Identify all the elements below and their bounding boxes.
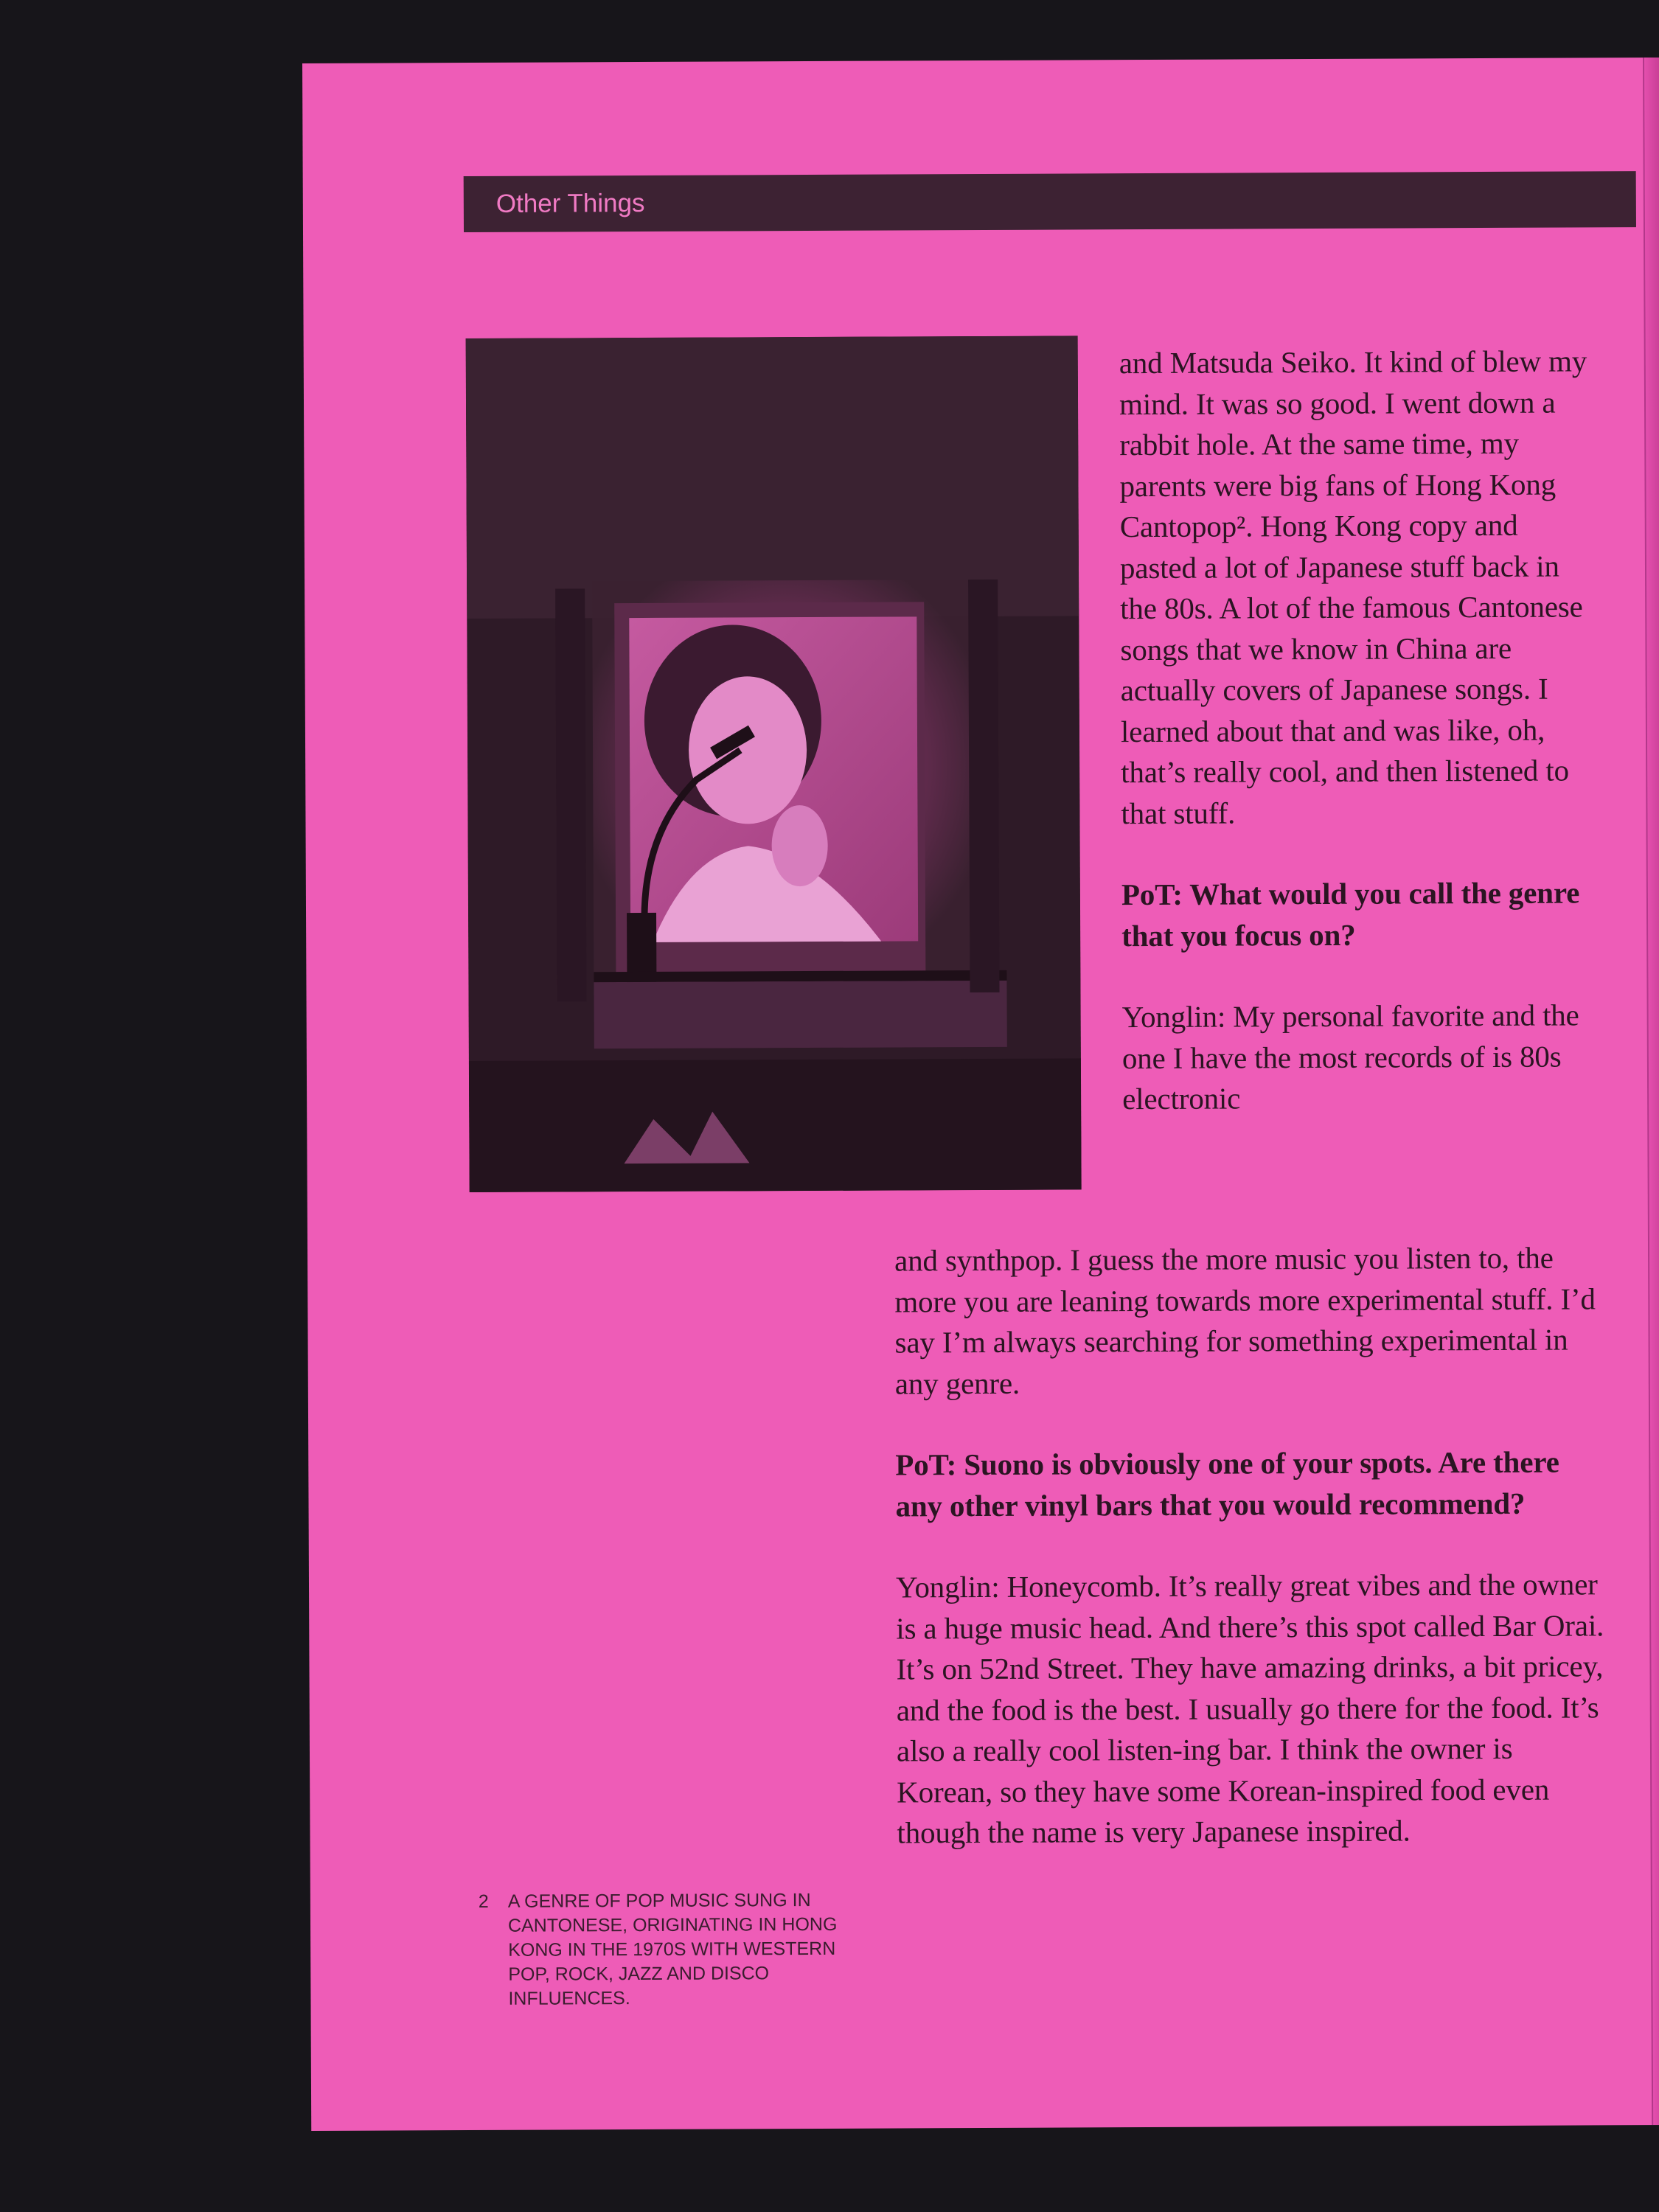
interview-answer-continued: and synthpop. I guess the more music you listen to, the more you are leaning towards more experimental stuff. I’d say I’m always searching for something experimental in any genre. — [894, 1240, 1596, 1401]
section-title: Other Things — [495, 188, 645, 218]
portrait-photo-icon — [466, 335, 1082, 1192]
wide-column-text — [894, 1237, 1605, 1854]
interview-question: PoT: What would you call the genre that you focus on? — [1121, 875, 1580, 953]
paragraph: and Matsuda Seiko. It kind of blew my mind. It was so good. I went down a rabbit hole. At the same time, my parents were big fans of Hong Kong Cantopop². Hong Kong copy and pasted a lot of Japanese stuff back in the 80s. A lot of the famous Cantonese songs that we know in China are actually covers of Japanese songs. I learned about that and was like, oh, that’s really cool, and then listened to that stuff. — [1119, 344, 1587, 830]
magazine-page — [302, 58, 1659, 2131]
interview-answer: Yonglin: My personal favorite and the one I have the most records of is 80s electronic — [1121, 998, 1579, 1116]
interview-question: PoT: Suono is obviously one of your spots. Are there any other vinyl bars that you would recommend? — [895, 1444, 1559, 1523]
footnote — [479, 1888, 863, 2011]
section-header-bar — [464, 171, 1636, 232]
interview-answer: Yonglin: Honeycomb. It’s really great vibes and the owner is a huge music head. And there’s this spot called Bar Orai. It’s on 52nd Street. They have amazing drinks, a bit pricey, and the food is the best. I usually go there for the food. It’s also a really cool listen-ing bar. I think the owner is Korean, so they have some Korean-inspired food even though the name is very Japanese inspired. — [895, 1567, 1604, 1850]
right-column-text — [1119, 341, 1595, 1119]
footnote-text: A GENRE OF POP MUSIC SUNG IN CANTONESE, ORIGINATING IN HONG KONG IN THE 1970S WITH WESTERN POP, ROCK, JAZZ AND DISCO INFLUENCES. — [507, 1890, 838, 2009]
footnote-number: 2 — [478, 1891, 489, 1912]
portrait-photo — [466, 335, 1082, 1192]
page-edge — [1643, 58, 1659, 2125]
